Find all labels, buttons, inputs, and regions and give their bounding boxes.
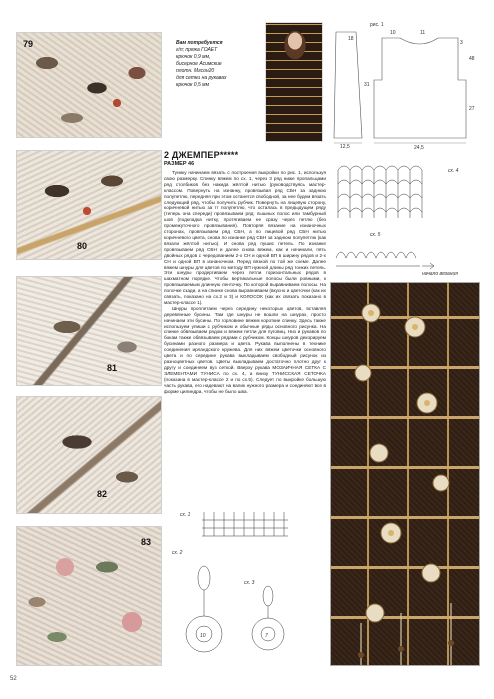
article-body [164, 170, 326, 394]
diagram-label: сх. 2 [172, 550, 183, 556]
materials-line: г/п; пряжа ГОАЕТ [176, 47, 218, 53]
start-label: начало вязания [422, 271, 458, 277]
sleeve-outline [334, 32, 362, 138]
photo-number: 79 [23, 39, 34, 49]
photo-number: 82 [97, 489, 108, 499]
crochet-diagrams-1-2-3 [164, 506, 326, 671]
center-number: 10 [200, 633, 206, 639]
diagram-label: сх. 1 [180, 512, 191, 518]
materials-line: для сетки на рукавах [176, 75, 227, 81]
dim-label: 18 [348, 36, 354, 42]
materials-line: крючок 0,9 мм, [176, 54, 211, 60]
article-heading: 2 ДЖЕМПЕР***** [164, 150, 239, 160]
page-number: 52 [10, 676, 17, 682]
crochet-diagram-5 [330, 228, 480, 278]
dim-label: 3 [460, 40, 463, 46]
dim-label: 24,5 [414, 145, 424, 150]
diagram-label: сх. 5 [370, 232, 381, 238]
dim-label: 31 [364, 82, 370, 88]
materials-line: крючок 0,5 мм [176, 82, 209, 88]
garment-closeup-photo [330, 282, 480, 666]
photo-number: 81 [107, 363, 118, 373]
photo-step-83 [16, 526, 162, 666]
dim-label: 11 [420, 30, 426, 36]
dim-label: 10 [390, 30, 396, 36]
flower-motifs [331, 283, 480, 666]
photo-step-81 [16, 276, 162, 386]
photo-number: 80 [77, 241, 88, 251]
photo-number: 83 [141, 537, 152, 547]
dim-label: 48 [469, 56, 475, 62]
photo-step-79 [16, 32, 162, 138]
materials-list [176, 40, 260, 89]
photo-step-82 [16, 396, 162, 514]
article-size: РАЗМЕР 46 [164, 161, 195, 167]
schematic-caption: рис. 1 [370, 22, 384, 28]
body-outline [374, 38, 466, 138]
dim-label: 12,5 [340, 144, 350, 150]
diagram-label: сх. 3 [244, 580, 255, 586]
article-paragraph: Тунику начинаем вязать с построения выкройки по рис. 1, используя свою размерку. Спинку вяжем по сх. 1, через 3 ряд ниже пропальцами ряд столбиков без накида жёлтой нитью (руководствуясь мастер-классом. Повернуть на изнанку, провязывая ряд СБН за заднюю полупетлю, передняя при этом останется свободной, за нее будем вязать следующий ряд, чтобы получить рубчик. Повернуть на лицевую сторону, коричневой нитью за тг полупетлю, что осталась в предыдущем ряду (теперь она спереди) провязываем ряд: пышных полос или тамбурный шов (подкладка нитку, протягиваем ее сразу через петлю (без промежуточного провязывания). Повторяя вязание на изнаночных сторонах, провязываем ряд СБН, а по лицевой ряд СБН нитью коричневого цвета, снова по изнанке ряд СБН за заднюю полупетлю (как вязали жёлтой нитью). И снова ряд пушис петель. По изнанке провязываем ряд СБН и далее снова вяжем, как и начинали, пять двойных рядов с чередованием 2-х СН и одной ВП в ширину рядов и 2-х СН и одной ВП в изнаночном. Перед вязкой по той же схеме. Далее вяжем шнуры для цветов по методу ВП нужной длины ряд тонких петель. Эти шнуры продергиваем через петли горизонтальных рядов в шахматном порядке. Чтобы вертикальные полосы были ровными, к провязываемым длинную ленточку. По которой выравниваем полосы. На полочке сзади, а на спинке снова выравниваем (вкусно и цветочки (как их связать, показано на сх.2 и 3) и КОЛОСОК (как их связать показано в мастер-классе 1). [164, 170, 326, 305]
pattern-schematic [330, 20, 480, 150]
photo-step-80 [16, 150, 162, 260]
diagram-label: сх. 4 [448, 168, 459, 174]
model-photo [265, 22, 323, 142]
crochet-diagram-4 [330, 158, 480, 228]
center-number: 7 [265, 633, 268, 639]
dim-label: 27 [469, 106, 475, 112]
materials-line: бисерное Асимские [176, 61, 222, 67]
materials-title: Вам потребуется [176, 40, 223, 46]
article-paragraph: Шнуры проплетаем через середину некоторых цветов, вставляя деревянные бусины. Там где шнуры не вошли на шнурах, просто начинаем эти бусины. По горловине вяжем короткие спинку. Здесь также используем упиши с рубчиком и обычные ряды основного рисунка. На спинке обвязываем рядом и вяжем петли для пуговиц. Низ и рукавов по бокам также обвязываем рядами с рубчиком. Концы шнуров декорируем бусинами разного размера и цвета. Рукава выполнены в технике соединения ирландского кружева. Для них вяжем цветочки основного цвета и по середине рукава выкладываем свободный рисунок из разноцветных цветов. Цветы выкладываем достаточно плотно друг к другу и соединяем вуз сеткой. Вверху рукава МОЗАИЧНАЯ СЕТКА С ЭЛЕМЕНТАМИ ТУНИСА по сх. 4, а внизу ТУНИССКАЯ СЕТОЧКА (показана в мастер-классе 2 и по сх.5). Следует по выкройке большую часть рукава, его надевают на валик нужного размера и соединяют все в форме цилиндра, чтобы не было шва. [164, 305, 326, 394]
materials-line: плотн. Мгсон20 [176, 68, 215, 74]
